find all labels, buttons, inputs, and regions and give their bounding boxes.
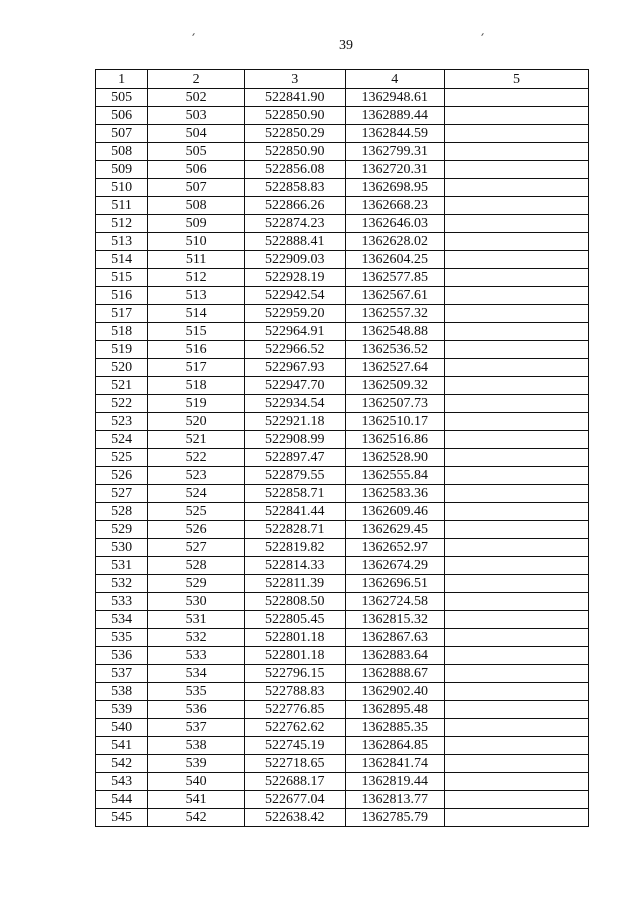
table-row	[96, 197, 589, 215]
source-number-cell: 502	[148, 89, 245, 107]
source-number-cell: 517	[148, 359, 245, 377]
point-number-cell: 523	[96, 413, 148, 431]
x-coordinate-cell: 522850.90	[244, 143, 345, 161]
point-number-cell: 539	[96, 701, 148, 719]
note-cell	[445, 377, 589, 395]
table-row	[96, 89, 589, 107]
y-coordinate-cell: 1362536.52	[345, 341, 445, 359]
source-number-cell: 509	[148, 215, 245, 233]
note-cell	[445, 611, 589, 629]
point-number-cell: 510	[96, 179, 148, 197]
table-row	[96, 287, 589, 305]
y-coordinate-cell: 1362895.48	[345, 701, 445, 719]
table-row	[96, 359, 589, 377]
y-coordinate-cell: 1362696.51	[345, 575, 445, 593]
x-coordinate-cell: 522776.85	[244, 701, 345, 719]
source-number-cell: 504	[148, 125, 245, 143]
note-cell	[445, 449, 589, 467]
point-number-cell: 507	[96, 125, 148, 143]
table-row	[96, 539, 589, 557]
note-cell	[445, 791, 589, 809]
page-number: 39	[339, 38, 353, 53]
note-cell	[445, 179, 589, 197]
source-number-cell: 519	[148, 395, 245, 413]
x-coordinate-cell: 522856.08	[244, 161, 345, 179]
table-row	[96, 179, 589, 197]
y-coordinate-cell: 1362548.88	[345, 323, 445, 341]
x-coordinate-cell: 522966.52	[244, 341, 345, 359]
y-coordinate-cell: 1362888.67	[345, 665, 445, 683]
y-coordinate-cell: 1362885.35	[345, 719, 445, 737]
point-number-cell: 537	[96, 665, 148, 683]
point-number-cell: 526	[96, 467, 148, 485]
note-cell	[445, 737, 589, 755]
table-row	[96, 791, 589, 809]
y-coordinate-cell: 1362668.23	[345, 197, 445, 215]
y-coordinate-cell: 1362646.03	[345, 215, 445, 233]
x-coordinate-cell: 522850.29	[244, 125, 345, 143]
point-number-cell: 534	[96, 611, 148, 629]
note-cell	[445, 773, 589, 791]
y-coordinate-cell: 1362555.84	[345, 467, 445, 485]
table-row	[96, 683, 589, 701]
y-coordinate-cell: 1362844.59	[345, 125, 445, 143]
y-coordinate-cell: 1362516.86	[345, 431, 445, 449]
y-coordinate-cell: 1362609.46	[345, 503, 445, 521]
y-coordinate-cell: 1362785.79	[345, 809, 445, 827]
y-coordinate-cell: 1362557.32	[345, 305, 445, 323]
x-coordinate-cell: 522801.18	[244, 647, 345, 665]
note-cell	[445, 89, 589, 107]
source-number-cell: 520	[148, 413, 245, 431]
point-number-cell: 529	[96, 521, 148, 539]
point-number-cell: 506	[96, 107, 148, 125]
point-number-cell: 511	[96, 197, 148, 215]
note-cell	[445, 467, 589, 485]
note-cell	[445, 755, 589, 773]
y-coordinate-cell: 1362604.25	[345, 251, 445, 269]
point-number-cell: 516	[96, 287, 148, 305]
point-number-cell: 514	[96, 251, 148, 269]
note-cell	[445, 305, 589, 323]
source-number-cell: 529	[148, 575, 245, 593]
x-coordinate-cell: 522638.42	[244, 809, 345, 827]
source-number-cell: 518	[148, 377, 245, 395]
note-cell	[445, 395, 589, 413]
source-number-cell: 526	[148, 521, 245, 539]
note-cell	[445, 197, 589, 215]
x-coordinate-cell: 522819.82	[244, 539, 345, 557]
x-coordinate-cell: 522850.90	[244, 107, 345, 125]
source-number-cell: 542	[148, 809, 245, 827]
source-number-cell: 534	[148, 665, 245, 683]
point-number-cell: 543	[96, 773, 148, 791]
x-coordinate-cell: 522908.99	[244, 431, 345, 449]
y-coordinate-cell: 1362510.17	[345, 413, 445, 431]
point-number-cell: 545	[96, 809, 148, 827]
note-cell	[445, 233, 589, 251]
table-row	[96, 233, 589, 251]
note-cell	[445, 539, 589, 557]
point-number-cell: 530	[96, 539, 148, 557]
x-coordinate-cell: 522928.19	[244, 269, 345, 287]
source-number-cell: 505	[148, 143, 245, 161]
source-number-cell: 512	[148, 269, 245, 287]
source-number-cell: 522	[148, 449, 245, 467]
note-cell	[445, 359, 589, 377]
note-cell	[445, 431, 589, 449]
table-row	[96, 377, 589, 395]
y-coordinate-cell: 1362864.85	[345, 737, 445, 755]
x-coordinate-cell: 522828.71	[244, 521, 345, 539]
source-number-cell: 541	[148, 791, 245, 809]
source-number-cell: 533	[148, 647, 245, 665]
point-number-cell: 521	[96, 377, 148, 395]
y-coordinate-cell: 1362567.61	[345, 287, 445, 305]
point-number-cell: 531	[96, 557, 148, 575]
source-number-cell: 535	[148, 683, 245, 701]
point-number-cell: 524	[96, 431, 148, 449]
point-number-cell: 528	[96, 503, 148, 521]
point-number-cell: 544	[96, 791, 148, 809]
table-row	[96, 341, 589, 359]
x-coordinate-cell: 522808.50	[244, 593, 345, 611]
x-coordinate-cell: 522967.93	[244, 359, 345, 377]
y-coordinate-cell: 1362889.44	[345, 107, 445, 125]
x-coordinate-cell: 522874.23	[244, 215, 345, 233]
x-coordinate-cell: 522897.47	[244, 449, 345, 467]
y-coordinate-cell: 1362867.63	[345, 629, 445, 647]
coordinates-table-body	[96, 70, 589, 827]
point-number-cell: 538	[96, 683, 148, 701]
table-row	[96, 449, 589, 467]
table-row	[96, 557, 589, 575]
table-row	[96, 611, 589, 629]
source-number-cell: 523	[148, 467, 245, 485]
note-cell	[445, 809, 589, 827]
table-row	[96, 629, 589, 647]
table-row	[96, 719, 589, 737]
table-row	[96, 521, 589, 539]
source-number-cell: 539	[148, 755, 245, 773]
x-coordinate-cell: 522841.90	[244, 89, 345, 107]
y-coordinate-cell: 1362948.61	[345, 89, 445, 107]
source-number-cell: 510	[148, 233, 245, 251]
table-row	[96, 647, 589, 665]
point-number-cell: 519	[96, 341, 148, 359]
column-header: 3	[244, 70, 345, 89]
note-cell	[445, 215, 589, 233]
y-coordinate-cell: 1362819.44	[345, 773, 445, 791]
table-row	[96, 485, 589, 503]
x-coordinate-cell: 522805.45	[244, 611, 345, 629]
point-number-cell: 536	[96, 647, 148, 665]
note-cell	[445, 503, 589, 521]
source-number-cell: 527	[148, 539, 245, 557]
point-number-cell: 532	[96, 575, 148, 593]
table-row	[96, 431, 589, 449]
table-row	[96, 305, 589, 323]
table-row	[96, 107, 589, 125]
source-number-cell: 521	[148, 431, 245, 449]
note-cell	[445, 287, 589, 305]
note-cell	[445, 701, 589, 719]
y-coordinate-cell: 1362720.31	[345, 161, 445, 179]
table-row	[96, 269, 589, 287]
table-row	[96, 413, 589, 431]
table-row	[96, 323, 589, 341]
note-cell	[445, 269, 589, 287]
source-number-cell: 537	[148, 719, 245, 737]
note-cell	[445, 647, 589, 665]
table-row	[96, 215, 589, 233]
point-number-cell: 533	[96, 593, 148, 611]
source-number-cell: 508	[148, 197, 245, 215]
source-number-cell: 503	[148, 107, 245, 125]
source-number-cell: 538	[148, 737, 245, 755]
source-number-cell: 532	[148, 629, 245, 647]
point-number-cell: 515	[96, 269, 148, 287]
y-coordinate-cell: 1362527.64	[345, 359, 445, 377]
y-coordinate-cell: 1362507.73	[345, 395, 445, 413]
table-row	[96, 143, 589, 161]
note-cell	[445, 143, 589, 161]
note-cell	[445, 557, 589, 575]
x-coordinate-cell: 522762.62	[244, 719, 345, 737]
note-cell	[445, 485, 589, 503]
scan-speck-left	[192, 33, 195, 36]
y-coordinate-cell: 1362799.31	[345, 143, 445, 161]
x-coordinate-cell: 522677.04	[244, 791, 345, 809]
x-coordinate-cell: 522745.19	[244, 737, 345, 755]
note-cell	[445, 413, 589, 431]
y-coordinate-cell: 1362724.58	[345, 593, 445, 611]
point-number-cell: 542	[96, 755, 148, 773]
point-number-cell: 509	[96, 161, 148, 179]
x-coordinate-cell: 522718.65	[244, 755, 345, 773]
column-header: 5	[445, 70, 589, 89]
note-cell	[445, 251, 589, 269]
table-header-row	[96, 70, 589, 89]
x-coordinate-cell: 522942.54	[244, 287, 345, 305]
column-header: 4	[345, 70, 445, 89]
y-coordinate-cell: 1362528.90	[345, 449, 445, 467]
source-number-cell: 524	[148, 485, 245, 503]
y-coordinate-cell: 1362509.32	[345, 377, 445, 395]
y-coordinate-cell: 1362698.95	[345, 179, 445, 197]
note-cell	[445, 161, 589, 179]
table-row	[96, 575, 589, 593]
table-row	[96, 809, 589, 827]
x-coordinate-cell: 522921.18	[244, 413, 345, 431]
scan-speck-right	[481, 33, 484, 36]
source-number-cell: 536	[148, 701, 245, 719]
table-row	[96, 251, 589, 269]
table-row	[96, 395, 589, 413]
source-number-cell: 514	[148, 305, 245, 323]
note-cell	[445, 683, 589, 701]
table-row	[96, 737, 589, 755]
note-cell	[445, 107, 589, 125]
table-row	[96, 755, 589, 773]
coordinates-table	[95, 69, 589, 827]
x-coordinate-cell: 522866.26	[244, 197, 345, 215]
x-coordinate-cell: 522688.17	[244, 773, 345, 791]
source-number-cell: 507	[148, 179, 245, 197]
y-coordinate-cell: 1362813.77	[345, 791, 445, 809]
x-coordinate-cell: 522814.33	[244, 557, 345, 575]
point-number-cell: 520	[96, 359, 148, 377]
note-cell	[445, 125, 589, 143]
y-coordinate-cell: 1362629.45	[345, 521, 445, 539]
source-number-cell: 525	[148, 503, 245, 521]
point-number-cell: 513	[96, 233, 148, 251]
y-coordinate-cell: 1362815.32	[345, 611, 445, 629]
source-number-cell: 540	[148, 773, 245, 791]
source-number-cell: 528	[148, 557, 245, 575]
note-cell	[445, 575, 589, 593]
x-coordinate-cell: 522858.83	[244, 179, 345, 197]
y-coordinate-cell: 1362628.02	[345, 233, 445, 251]
point-number-cell: 505	[96, 89, 148, 107]
source-number-cell: 513	[148, 287, 245, 305]
x-coordinate-cell: 522796.15	[244, 665, 345, 683]
x-coordinate-cell: 522879.55	[244, 467, 345, 485]
table-row	[96, 161, 589, 179]
x-coordinate-cell: 522801.18	[244, 629, 345, 647]
point-number-cell: 541	[96, 737, 148, 755]
note-cell	[445, 593, 589, 611]
y-coordinate-cell: 1362583.36	[345, 485, 445, 503]
x-coordinate-cell: 522858.71	[244, 485, 345, 503]
x-coordinate-cell: 522964.91	[244, 323, 345, 341]
note-cell	[445, 521, 589, 539]
source-number-cell: 516	[148, 341, 245, 359]
table-row	[96, 467, 589, 485]
point-number-cell: 508	[96, 143, 148, 161]
table-row	[96, 593, 589, 611]
source-number-cell: 506	[148, 161, 245, 179]
point-number-cell: 540	[96, 719, 148, 737]
note-cell	[445, 323, 589, 341]
point-number-cell: 512	[96, 215, 148, 233]
y-coordinate-cell: 1362652.97	[345, 539, 445, 557]
point-number-cell: 517	[96, 305, 148, 323]
source-number-cell: 530	[148, 593, 245, 611]
x-coordinate-cell: 522934.54	[244, 395, 345, 413]
point-number-cell: 522	[96, 395, 148, 413]
x-coordinate-cell: 522888.41	[244, 233, 345, 251]
y-coordinate-cell: 1362902.40	[345, 683, 445, 701]
y-coordinate-cell: 1362577.85	[345, 269, 445, 287]
table-row	[96, 125, 589, 143]
note-cell	[445, 341, 589, 359]
x-coordinate-cell: 522947.70	[244, 377, 345, 395]
table-row	[96, 503, 589, 521]
point-number-cell: 535	[96, 629, 148, 647]
point-number-cell: 525	[96, 449, 148, 467]
x-coordinate-cell: 522811.39	[244, 575, 345, 593]
x-coordinate-cell: 522841.44	[244, 503, 345, 521]
point-number-cell: 527	[96, 485, 148, 503]
x-coordinate-cell: 522909.03	[244, 251, 345, 269]
note-cell	[445, 629, 589, 647]
y-coordinate-cell: 1362883.64	[345, 647, 445, 665]
y-coordinate-cell: 1362841.74	[345, 755, 445, 773]
table-row	[96, 773, 589, 791]
x-coordinate-cell: 522788.83	[244, 683, 345, 701]
note-cell	[445, 665, 589, 683]
table-row	[96, 701, 589, 719]
x-coordinate-cell: 522959.20	[244, 305, 345, 323]
column-header: 2	[148, 70, 245, 89]
table-row	[96, 665, 589, 683]
source-number-cell: 511	[148, 251, 245, 269]
point-number-cell: 518	[96, 323, 148, 341]
note-cell	[445, 719, 589, 737]
source-number-cell: 531	[148, 611, 245, 629]
column-header: 1	[96, 70, 148, 89]
y-coordinate-cell: 1362674.29	[345, 557, 445, 575]
source-number-cell: 515	[148, 323, 245, 341]
